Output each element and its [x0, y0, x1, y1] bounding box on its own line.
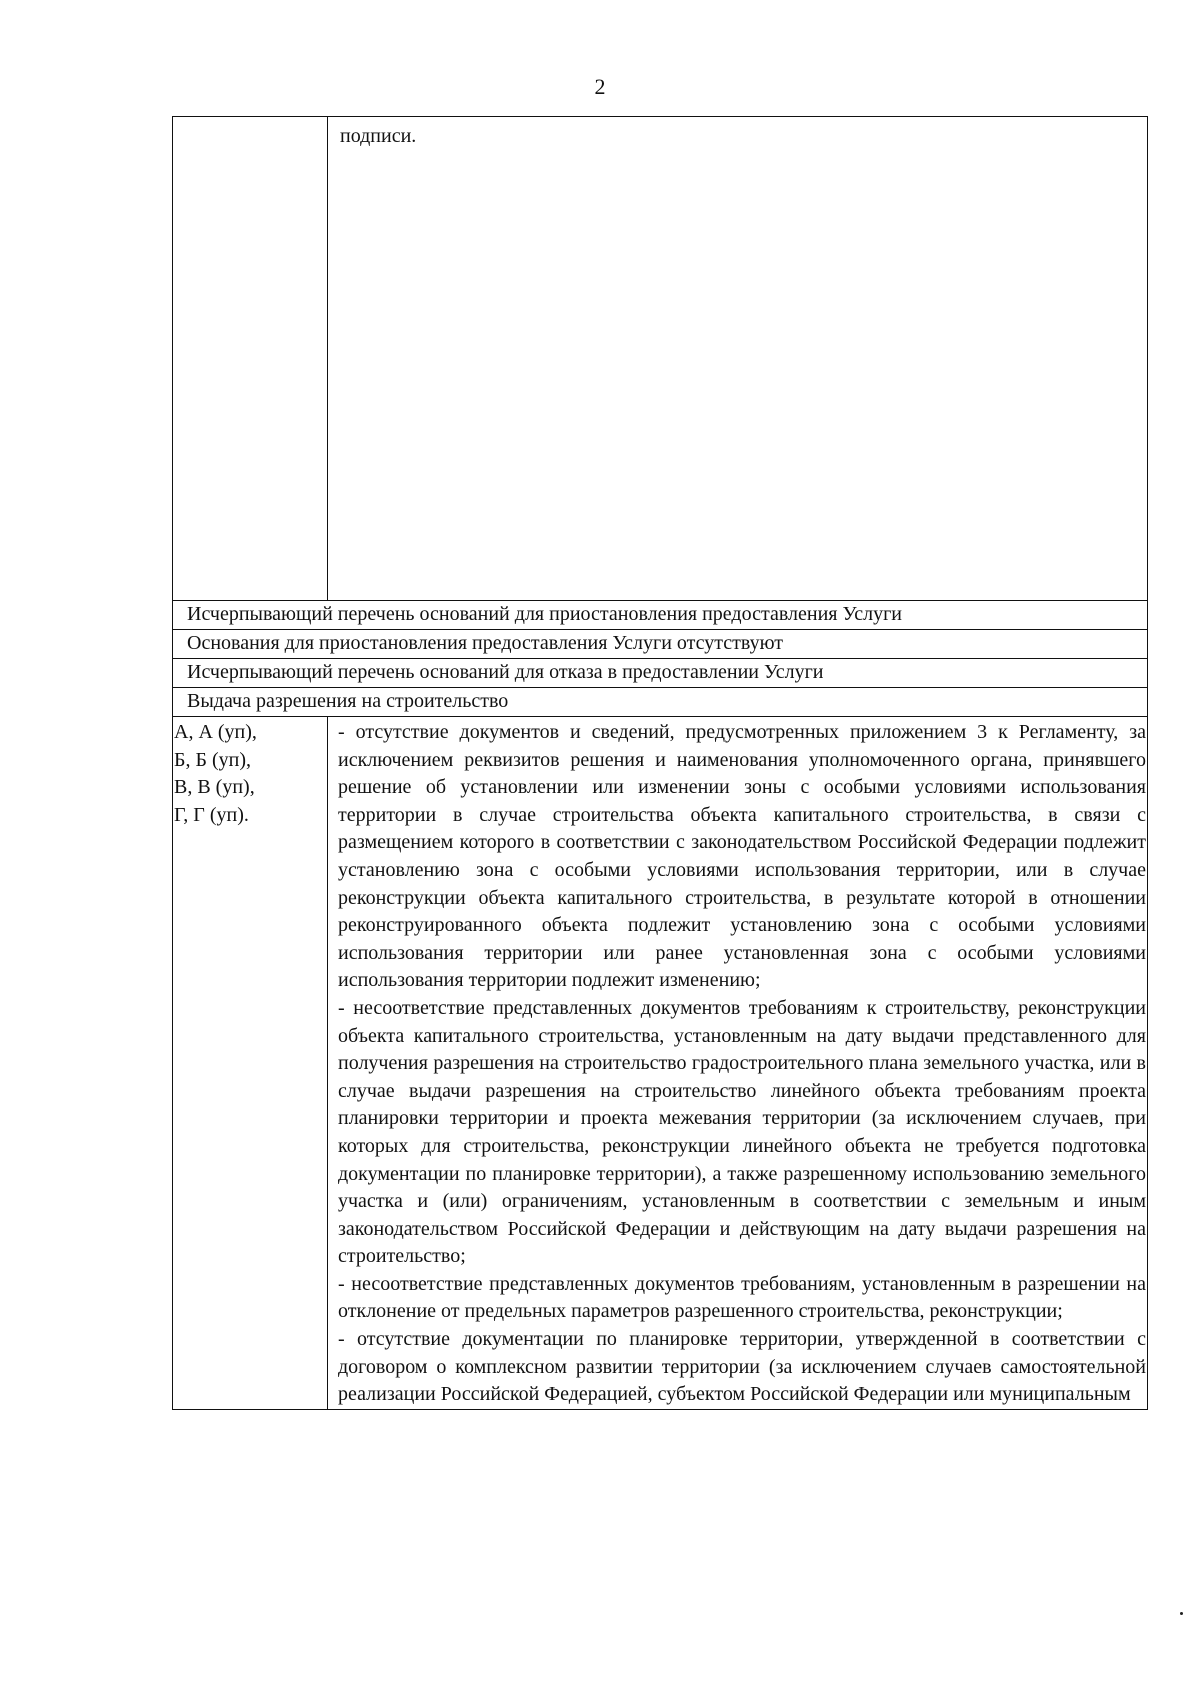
- suspension-heading: Исчерпывающий перечень оснований для приостановления предоставления Услуги: [173, 601, 1148, 630]
- table-row-refusal-grounds: [173, 717, 1148, 1410]
- table-row-suspension-heading: [173, 601, 1148, 630]
- table-row-suspension-none: [173, 630, 1148, 659]
- service-code: В, В (уп),: [174, 776, 255, 799]
- table-row-signatures: [173, 117, 1148, 601]
- signatures-cell: подписи.: [328, 117, 1148, 601]
- service-code: А, А (уп),: [174, 721, 257, 743]
- service-codes-cell: [173, 717, 328, 1410]
- service-code: Г, Г (уп).: [174, 803, 249, 826]
- regulation-table: [172, 116, 1148, 1410]
- scan-speck: [1180, 1612, 1183, 1615]
- table-row-permit-heading: [173, 688, 1148, 717]
- empty-code-cell: [173, 117, 328, 601]
- refusal-ground-item: - отсутствие документации по планировке территории, утвержденной в соответствии с договором о комплексном развитии территории (за исключением случаев самостоятельной реализации Российской Федерацией, субъектом Российской Федерации или муниципальным: [338, 1328, 1146, 1406]
- refusal-heading: Исчерпывающий перечень оснований для отказа в предоставлении Услуги: [173, 659, 1148, 688]
- suspension-none-text: Основания для приостановления предоставления Услуги отсутствуют: [173, 630, 1148, 659]
- refusal-grounds-cell: [328, 717, 1148, 1410]
- refusal-ground-item: - несоответствие представленных документов требованиям, установленным в разрешении на отклонение от предельных параметров разрешенного строительства, реконструкции;: [338, 1272, 1146, 1323]
- permit-heading: Выдача разрешения на строительство: [173, 688, 1148, 717]
- refusal-ground-item: - несоответствие представленных документов требованиям к строительству, реконструкции объекта капитального строительства, установленным на дату выдачи представленного для получения разрешения на строительство градостроительного плана земельного участка, или в случае выдачи разрешения на строительство линейного объекта требованиям проекта планировки территории и проекта межевания территории (за исключением случаев, при которых для строительства, реконструкции линейного объекта не требуется подготовка документации по планировке территории), а также разрешенному использованию земельного участка и (или) ограничениям, установленным в соответствии с земельным и иным законодательством Российской Федерации и действующим на дату выдачи разрешения на строительство;: [338, 996, 1146, 1268]
- table-row-refusal-heading: [173, 659, 1148, 688]
- service-code: Б, Б (уп),: [174, 748, 251, 771]
- refusal-ground-item: - отсутствие документов и сведений, предусмотренных приложением 3 к Регламенту, за исключением реквизитов решения и наименования уполномоченного органа, принявшего решение об установлении или изменении зоны с особыми условиями использования территории в случае строительства объекта капитального строительства, в связи с размещением которого в соответствии с законодательством Российской Федерации подлежит установлению зона с особыми условиями использования территории, или в случае реконструкции объекта капитального строительства, в результате которой в отношении реконструированного объекта подлежит установлению зона с особыми условиями использования территории или ранее установленная зона с особыми условиями использования территории подлежит изменению;: [338, 721, 1146, 992]
- page-number: 2: [594, 74, 606, 99]
